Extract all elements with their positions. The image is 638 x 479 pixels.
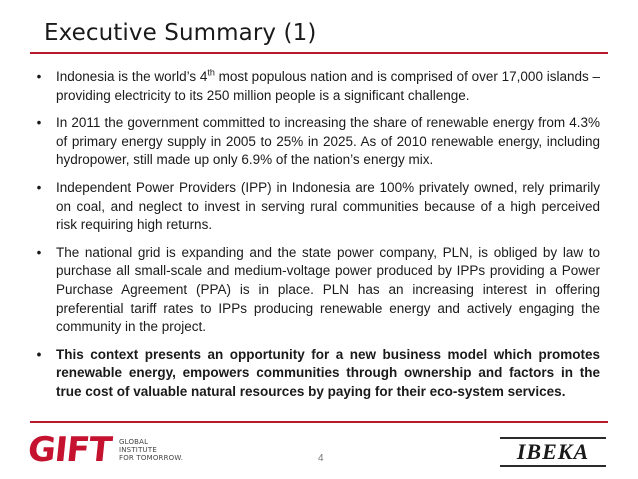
- bullet-text: The national grid is expanding and the state power company, PLN, is obliged by law to purchase all small-scale and medium-voltage power produced by IPPs providing a Power Purchase Agreement (PPA) is in place. PLN has an increasing interest in offering preferential tariff rates to IPPs producing renewable energy and actively engaging the community in the project.: [56, 244, 600, 335]
- gift-logo-tagline: [119, 438, 183, 462]
- bullet-item-highlight: [32, 346, 600, 402]
- slide-title: Executive Summary (1): [44, 20, 317, 46]
- gift-logo-wordmark: GIFT: [25, 430, 114, 470]
- gift-tagline-line: INSTITUTE: [118, 446, 157, 454]
- bullet-dot: •: [36, 69, 42, 84]
- bullet-text: In 2011 the government committed to increasing the share of renewable energy from 4.3% of primary energy supply in 2005 to 25% in 2025. As of 2010 renewable energy, including hydropower, still made up only 6.9% of the nation’s energy mix.: [56, 115, 600, 168]
- bullet-dot: •: [36, 179, 42, 195]
- bullet-text: This context presents an opportunity for a new business model which promotes renewable energy, empowers communities through ownership and factors in the true cost of valuable natural resources by paying for their eco-system services.: [56, 346, 600, 399]
- bullet-list: [32, 68, 600, 411]
- bullet-item: [32, 179, 600, 235]
- ibeka-logo: [500, 437, 606, 467]
- bullet-text: Independent Power Providers (IPP) in Indonesia are 100% privately owned, rely primarily on coal, and neglect to invest in serving rural communities because of a high perceived risk requiring high returns.: [56, 179, 600, 233]
- bullet-text-start: Indonesia is the world’s 4: [56, 69, 208, 84]
- gift-tagline-line: GLOBAL: [118, 438, 149, 446]
- ibeka-logo-wordmark: IBEKA: [516, 439, 590, 464]
- bullet-dot: •: [36, 346, 42, 362]
- bullet-text-end: most populous nation and is comprised of over 17,000 islands – providing electricity to its 250 million people is a significant challenge.: [56, 69, 601, 103]
- bullet-dot: •: [36, 244, 42, 260]
- gift-tagline-line: FOR TOMORROW.: [118, 454, 184, 462]
- gift-logo: [25, 430, 184, 470]
- footer-divider: [30, 421, 608, 423]
- page-number: 4: [318, 453, 324, 464]
- bullet-dot: •: [36, 115, 42, 131]
- bullet-item: [32, 68, 600, 105]
- ordinal-suffix: th: [207, 67, 215, 78]
- bullet-text: [56, 69, 600, 103]
- bullet-item: [32, 114, 600, 170]
- title-divider: [30, 52, 608, 54]
- bullet-item: [32, 244, 600, 337]
